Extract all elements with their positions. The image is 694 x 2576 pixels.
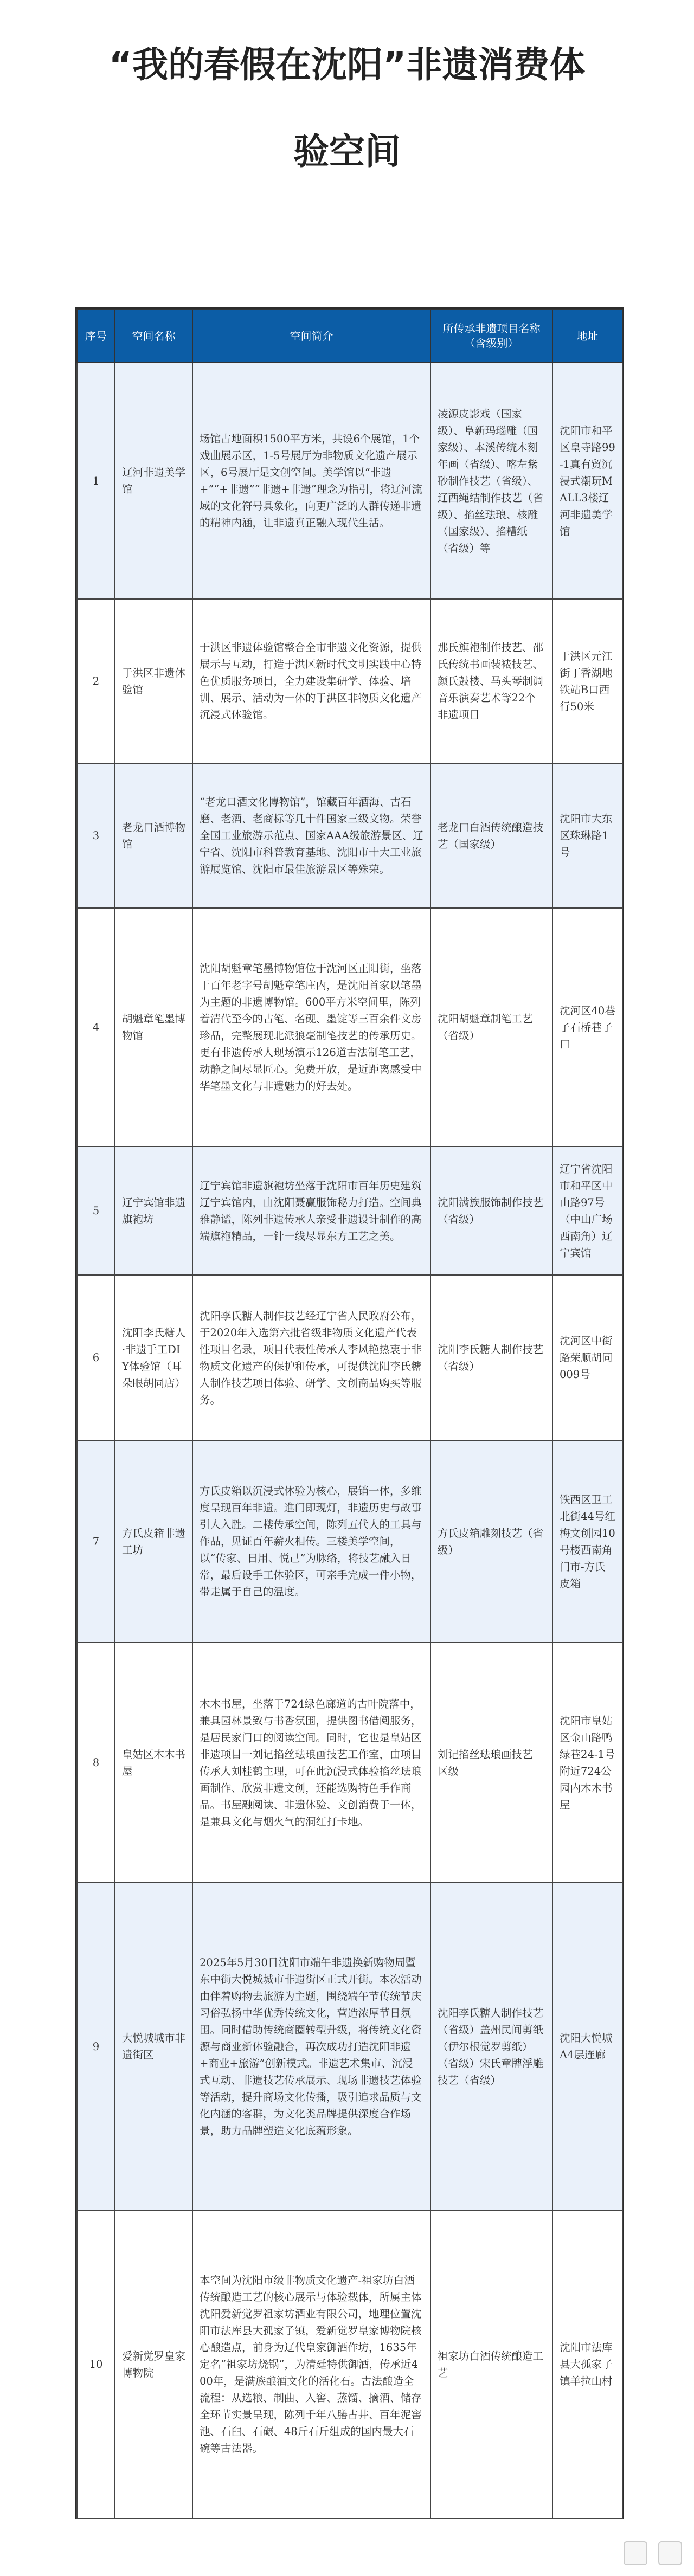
- page: [0, 22, 694, 2455]
- table-row: [77, 1147, 622, 1275]
- column-header-address: 地址: [552, 310, 622, 363]
- row-number: 9: [77, 1883, 115, 2210]
- space-address: 沈阳大悦城A4层连廊: [552, 1883, 622, 2210]
- space-intro: 木木书屋，坐落于724绿色廊道的古叶院落中，兼具园林景致与书香氛围，提供图书借阅服务，是居民家门口的阅读空间。同时，它也是皇姑区非遗项目一刘记掐丝珐琅画技艺工作室，由项目传承人刘桂鹤主理，可在此沉浸式体验掐丝珐琅画制作、欣赏非遗文创，还能选购特色手作商品。书屋融阅读、非遗体验、文创消费于一体，是兼具文化与烟火气的洞红打卡地。: [192, 1643, 430, 1883]
- column-header-name: 空间名称: [115, 310, 192, 363]
- heritage-projects: 老龙口白酒传统酿造技艺（国家级）: [430, 763, 552, 908]
- zoom-icon[interactable]: [658, 2541, 682, 2565]
- page-title-line-1: “我的春假在沈阳”非遗消费体: [108, 44, 586, 86]
- space-intro: 本空间为沈阳市级非物质文化遗产-祖家坊白酒传统酿造工艺的核心展示与体验载体，所属主体沈阳爱新觉罗祖家坊酒业有限公司，地理位置沈阳市法库县大孤家子镇，爱新觉罗皇家博物院核心酿造点，前身为辽代皇家御酒作坊，1635年定名“祖家坊烧锅”，为清廷特供御酒，传承近400年，是满族酿酒文化的活化石。古法酿造全流程：从选粮、制曲、入窖、蒸馏、摘酒、储存全环节实景呈现，陈列千年八膳古井、百年泥窖池、石臼、石碾、48斤石斤组成的国内最大石碗等古法器。: [192, 2210, 430, 2519]
- space-address: 沈阳市大东区珠琳路1号: [552, 763, 622, 908]
- space-intro: 方氏皮箱以沉浸式体验为核心，展销一体，多维度呈现百年非遗。進门即现灯，非遗历史与故事引人入胜。二楼传承空间，陈列五代人的工具与作品，见证百年薪火相传。三楼美学空间，以“传家、日用、悦己”为脉络，将技艺融入日常，最后设手工体验区，可亲手完成一件小物，带走属于自己的温度。: [192, 1440, 430, 1643]
- space-address: 铁西区卫工北街44号红梅文创园10号楼西南角门市-方氏皮箱: [552, 1440, 622, 1643]
- heritage-projects: 沈阳李氏糖人制作技艺（省级）盖州民间剪纸（伊尔根觉罗剪纸）（省级）宋氏章牌浮雕技艺（省级）: [430, 1883, 552, 2210]
- bottom-toolbar: [0, 2532, 694, 2576]
- space-name: 老龙口酒博物馆: [115, 763, 192, 908]
- table-row: [77, 1440, 622, 1643]
- space-address: 于洪区元江街丁香湖地铁站B口西行50米: [552, 599, 622, 763]
- page-title: [0, 22, 694, 195]
- heritage-space-table-wrapper: [75, 307, 624, 2519]
- heritage-projects: 沈阳李氏糖人制作技艺（省级）: [430, 1275, 552, 1440]
- row-number: 10: [77, 2210, 115, 2519]
- heritage-projects: 沈阳满族服饰制作技艺（省级）: [430, 1147, 552, 1275]
- space-intro: 沈阳李氏糖人制作技艺经辽宁省人民政府公布，于2020年入选第六批省级非物质文化遗产代表性项目名录，项目代表性传承人李风艳热衷于非物质文化遗产的保护和传承，可提供沈阳李氏糖人制作技艺项目体验、研学、文创商品购买等服务。: [192, 1275, 430, 1440]
- column-header-no: 序号: [77, 310, 115, 363]
- bottom-icon-group: [624, 2541, 682, 2565]
- space-name: 辽河非遗美学馆: [115, 363, 192, 599]
- row-number: 8: [77, 1643, 115, 1883]
- space-intro: 沈阳胡魁章笔墨博物馆位于沈河区正阳街，坐落于百年老字号胡魁章笔庄内，是沈阳首家以笔墨为主题的非遗博物馆。600平方米空间里，陈列着清代至今的古笔、名砚、墨锭等三百余件文房珍品，完整展现北派狼毫制笔技艺的传承历史。更有非遗传承人现场演示126道古法制笔工艺，动静之间尽显匠心。免费开放，是近距离感受中华笔墨文化与非遗魅力的好去处。: [192, 908, 430, 1147]
- heritage-space-table: [76, 309, 623, 2519]
- space-intro: 于洪区非遗体验馆整合全市非遗文化资源，提供展示与互动，打造于洪区新时代文明实践中心特色优质服务项目，全力建设集研学、体验、培训、展示、活动为一体的于洪区非物质文化遗产沉浸式体验馆。: [192, 599, 430, 763]
- space-name: 皇姑区木木书屋: [115, 1643, 192, 1883]
- heritage-projects: 刘记掐丝珐琅画技艺 区级: [430, 1643, 552, 1883]
- page-title-line-2: 验空间: [293, 131, 401, 172]
- table-row: [77, 1643, 622, 1883]
- space-intro: 辽宁宾馆非遗旗袍坊坐落于沈阳市百年历史建筑辽宁宾馆内，由沈阳聂赢服饰秘力打造。空间典雅静谧，陈列非遗传承人亲受非遗设计制作的高端旗袍精品，一针一线尽显东方工艺之美。: [192, 1147, 430, 1275]
- row-number: 6: [77, 1275, 115, 1440]
- space-address: 沈阳市皇姑区金山路鸭绿巷24-1号附近724公园内木木书屋: [552, 1643, 622, 1883]
- row-number: 3: [77, 763, 115, 908]
- space-address: 沈阳市和平区皇寺路99-1真有贸沉浸式潮玩MALL3楼辽河非遗美学馆: [552, 363, 622, 599]
- column-header-intro: 空间简介: [192, 310, 430, 363]
- space-address: 沈河区中街路荣顺胡同009号: [552, 1275, 622, 1440]
- row-number: 2: [77, 599, 115, 763]
- space-name: 大悦城城市非遗街区: [115, 1883, 192, 2210]
- table-row: [77, 2210, 622, 2519]
- space-intro: “老龙口酒文化博物馆”，馆藏百年酒海、古石磨、老酒、老商标等几十件国家三级文物。荣誉全国工业旅游示范点、国家AAA级旅游景区、辽宁省、沈阳市科普教育基地、沈阳市十大工业旅游展览馆、沈阳市最佳旅游景区等殊荣。: [192, 763, 430, 908]
- heritage-projects: 凌源皮影戏（国家级）、阜新玛瑙雕（国家级）、本溪传统木刻年画（省级）、喀左紫砂制作技艺（省级）、辽西绳结制作技艺（省级）、掐丝珐琅、核雕（国家级）、掐糟纸（省级）等: [430, 363, 552, 599]
- heritage-projects: 方氏皮箱雕刻技艺（省级）: [430, 1440, 552, 1643]
- expand-icon[interactable]: [624, 2541, 647, 2565]
- table-header-row: [77, 310, 622, 363]
- space-intro: 2025年5月30日沈阳市端午非遗换新购物周暨东中街大悦城城市非遗街区正式开街。本次活动由伴着购物去旅游为主题，围绕端午节传统节庆习俗弘扬中华优秀传统文化，营造浓厚节日氛围。同时借助传统商圈转型升级，将传统文化资源与商业新体验融合，再次成功打造沈阳非遗+商业+旅游”创新模式。非遗艺术集市、沉浸式互动、非遗技艺传承展示、现场非遗技艺体验等活动，提升商场文化传播，吸引追求品质与文化内涵的客群，为文化类品牌提供深度合作场景，助力品牌塑造文化底蕴形象。: [192, 1883, 430, 2210]
- row-number: 1: [77, 363, 115, 599]
- space-name: 沈阳李氏糖人·非遗手工DIY体验馆（耳朵眼胡同店）: [115, 1275, 192, 1440]
- heritage-projects: 祖家坊白酒传统酿造工艺: [430, 2210, 552, 2519]
- column-header-projects: 所传承非遗项目名称（含级别）: [430, 310, 552, 363]
- space-name: 爱新觉罗皇家博物院: [115, 2210, 192, 2519]
- table-row: [77, 599, 622, 763]
- space-intro: 场馆占地面积1500平方米，共设6个展馆，1个戏曲展示区，1-5号展厅为非物质文化遗产展示区，6号展厅是文创空间。美学馆以“非遗+”“+非遗”“非遗+非遗”理念为指引，将辽河流域的文化符号具象化，向更广泛的人群传递非遗的精神内涵，让非遗真正融入现代生活。: [192, 363, 430, 599]
- row-number: 7: [77, 1440, 115, 1643]
- table-row: [77, 763, 622, 908]
- table-row: [77, 908, 622, 1147]
- heritage-projects: 那氏旗袍制作技艺、邵氏传统书画装裱技艺、颜氏鼓楼、马头琴制调音乐演奏艺术等22个非遗项目: [430, 599, 552, 763]
- space-name: 胡魁章笔墨博物馆: [115, 908, 192, 1147]
- table-row: [77, 363, 622, 599]
- space-address: 沈阳市法库县大孤家子镇羊拉山村: [552, 2210, 622, 2519]
- space-name: 于洪区非遗体验馆: [115, 599, 192, 763]
- space-address: 辽宁省沈阳市和平区中山路97号（中山广场西南角）辽宁宾馆: [552, 1147, 622, 1275]
- space-name: 辽宁宾馆非遗旗袍坊: [115, 1147, 192, 1275]
- table-row: [77, 1883, 622, 2210]
- row-number: 5: [77, 1147, 115, 1275]
- heritage-projects: 沈阳胡魁章制笔工艺（省级）: [430, 908, 552, 1147]
- row-number: 4: [77, 908, 115, 1147]
- space-address: 沈河区40巷子石桥巷子口: [552, 908, 622, 1147]
- space-name: 方氏皮箱非遗工坊: [115, 1440, 192, 1643]
- table-row: [77, 1275, 622, 1440]
